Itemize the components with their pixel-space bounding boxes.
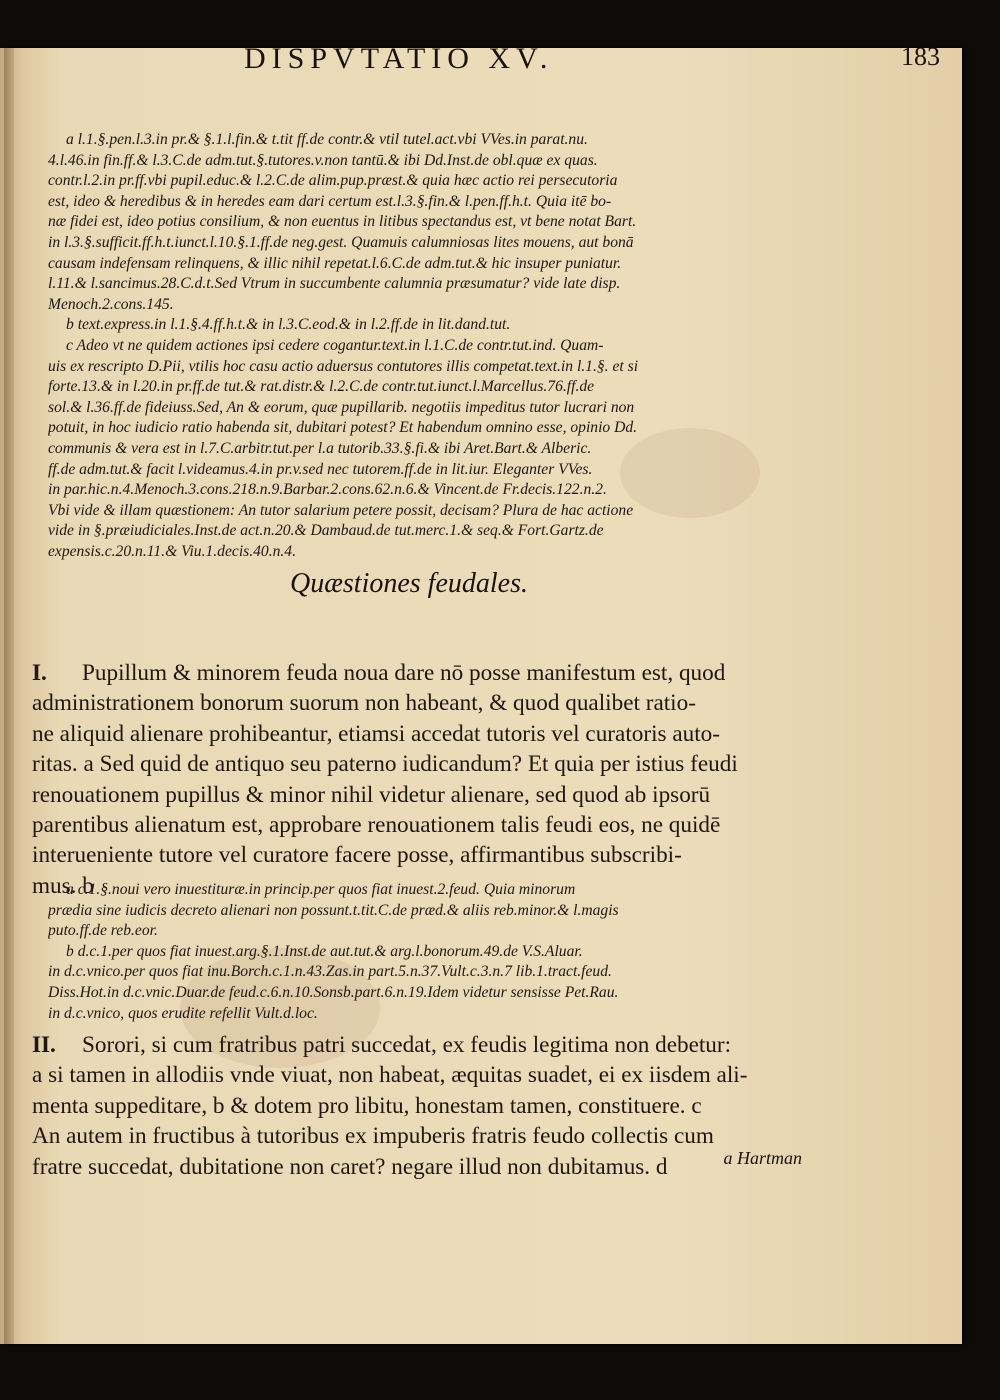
header-title: DISPVTATIO XV. bbox=[244, 42, 554, 75]
paragraph-line: Sorori, si cum fratribus patri succedat, ex feudis legitima non debetur: bbox=[82, 1032, 732, 1058]
note-line: Menoch.2.cons.145. bbox=[48, 295, 174, 313]
page-gutter bbox=[4, 48, 14, 1344]
note-line: causam indefensam relinquens, & illic nihil repetat.l.6.C.de adm.tut.& hic insuper puniatur. bbox=[48, 254, 622, 272]
note-line: a l.1.§.pen.l.3.in pr.& §.1.l.fin.& t.tit ff.de contr.& vtil tutel.act.vbi VVes.in parat.nu. bbox=[66, 131, 588, 148]
paragraph-line: menta suppeditare, b & dotem pro libitu, honestam tamen, constituere. c bbox=[32, 1092, 702, 1119]
note-line: in d.c.vnico.per quos fiat inu.Borch.c.1.n.43.Zas.in part.5.n.37.Vult.c.3.n.7 lib.1.tract.feud. bbox=[48, 963, 612, 981]
note-line: puto.ff.de reb.eor. bbox=[48, 922, 158, 940]
note-line: a c.1.§.noui vero inuestituræ.in princip.per quos fiat inuest.2.feud. Quia minorum bbox=[66, 881, 576, 898]
paragraph-line: An autem in fructibus à tutoribus ex impuberis fratris feudo collectis cum bbox=[32, 1123, 714, 1150]
paragraph-number: II. bbox=[32, 1032, 56, 1058]
paragraph-line: a si tamen in allodiis vnde viuat, non habeat, æquitas suadet, ei ex iisdem ali- bbox=[32, 1062, 748, 1089]
paragraph-line: mus. b bbox=[32, 872, 94, 899]
paragraph-2 bbox=[32, 1030, 788, 1182]
note-line: Vbi vide & illam quæstionem: An tutor salarium petere possit, decisam? Plura de hac actione bbox=[48, 501, 634, 519]
note-line: b text.express.in l.1.§.4.ff.h.t.& in l.3.C.eod.& in l.2.ff.de in lit.dand.tut. bbox=[66, 316, 511, 334]
note-line: l.11.& l.sancimus.28.C.d.t.Sed Vtrum in succumbente calumnia præsumatur? vide late disp. bbox=[48, 275, 621, 293]
paragraph-line: interueniente tutore vel curatore facere posse, affirmantibus subscribi- bbox=[32, 842, 682, 869]
note-line: ff.de adm.tut.& facit l.videamus.4.in pr.v.sed nec tutorem.ff.de in lit.iur. Eleganter VVes. bbox=[48, 460, 593, 478]
paragraph-line: renouationem pupillus & minor nihil videtur alienare, sed quod ab ipsorū bbox=[32, 781, 711, 808]
paragraph-line: ritas. a Sed quid de antiquo seu paterno iudicandum? Et quia per istius feudi bbox=[32, 751, 738, 778]
paragraph-line: ne aliquid alienare prohibeantur, etiamsi accedat tutoris vel curatoris auto- bbox=[32, 720, 720, 747]
catchword: a Hartman bbox=[723, 1148, 802, 1168]
note-line: in d.c.vnico, quos erudite refellit Vult.d.loc. bbox=[48, 1004, 318, 1022]
note-line: næ fidei est, ideo potius consilium, & non euentus in litibus spectandus est, vt bene notat Bart. bbox=[48, 213, 637, 231]
note-line: in l.3.§.sufficit.ff.h.t.iunct.l.10.§.1.ff.de neg.gest. Quamuis calumniosas lites mouens, aut bonā bbox=[48, 233, 634, 251]
note-line: contr.l.2.in pr.ff.vbi pupil.educ.& l.2.C.de alim.pup.præst.& quia hæc actio rei persecutoria bbox=[48, 172, 618, 190]
note-line: potuit, in hoc iudicio ratio habenda sit, dubitari potest? Et habendum omnino esse, opinio Dd. bbox=[48, 419, 638, 437]
note-line: Diss.Hot.in d.c.vnic.Duar.de feud.c.6.n.10.Sonsb.part.6.n.19.Idem videtur sensisse Pet.Rau. bbox=[48, 983, 619, 1001]
note-line: in par.hic.n.4.Menoch.3.cons.218.n.9.Barbar.2.cons.62.n.6.& Vincent.de Fr.decis.122.n.2. bbox=[48, 481, 607, 499]
note-line: uis ex rescripto D.Pii, vtilis hoc casu actio aduersus contutores illis competat.text.in l.1.§. et si bbox=[48, 357, 639, 375]
paragraph-line: Pupillum & minorem feuda noua dare nō posse manifestum est, quod bbox=[82, 660, 726, 686]
footnotes-top bbox=[48, 130, 783, 562]
note-line: forte.13.& in l.20.in pr.ff.de tut.& rat.distr.& l.2.C.de contr.tut.iunct.l.Marcellus.76.ff.de bbox=[48, 378, 595, 396]
paragraph-line: fratre succedat, dubitatione non caret? negare illud non dubitamus. d bbox=[32, 1153, 668, 1180]
note-line: communis & vera est in l.7.C.arbitr.tut.per l.a tutorib.33.§.fi.& ibi Aret.Bart.& Alberic. bbox=[48, 439, 592, 457]
page-number: 183 bbox=[901, 42, 940, 71]
note-line: vide in §.præiudiciales.Inst.de act.n.20.& Dambaud.de tut.merc.1.& seq.& Fort.Gartz.de bbox=[48, 522, 604, 540]
paragraph-number: I. bbox=[32, 660, 47, 686]
note-line: est, ideo & heredibus & in heredes eam dari certum est.l.3.§.fin.& l.pen.ff.h.t. Quia itē bo- bbox=[48, 192, 612, 210]
paragraph-line: parentibus alienatum est, approbare renouationem talis feudi eos, ne quidē bbox=[32, 811, 721, 838]
note-line: sol.& l.36.ff.de fideiuss.Sed, An & eorum, quæ pupillarib. negotiis impeditus tutor lucrari non bbox=[48, 398, 635, 416]
note-line: c Adeo vt ne quidem actiones ipsi cedere cogantur.text.in l.1.C.de contr.tut.ind. Quam- bbox=[66, 336, 604, 354]
note-line: expensis.c.20.n.11.& Viu.1.decis.40.n.4. bbox=[48, 542, 297, 560]
section-title: Quæstiones feudales. bbox=[290, 568, 528, 599]
paragraph-line: administrationem bonorum suorum non habeant, & quod qualibet ratio- bbox=[32, 690, 696, 717]
paragraph-1 bbox=[32, 658, 788, 901]
note-line: 4.l.46.in fin.ff.& l.3.C.de adm.tut.§.tutores.v.non tantū.& ibi Dd.Inst.de obl.quæ ex quas. bbox=[48, 151, 598, 169]
running-header bbox=[200, 42, 940, 82]
note-line: prædia sine iudicis decreto alienari non possunt.t.tit.C.de præd.& aliis reb.minor.& l.magis bbox=[48, 901, 619, 919]
footnotes-mid bbox=[48, 880, 783, 1024]
note-line: b d.c.1.per quos fiat inuest.arg.§.1.Inst.de aut.tut.& arg.l.bonorum.49.de V.S.Aluar. bbox=[66, 942, 583, 960]
